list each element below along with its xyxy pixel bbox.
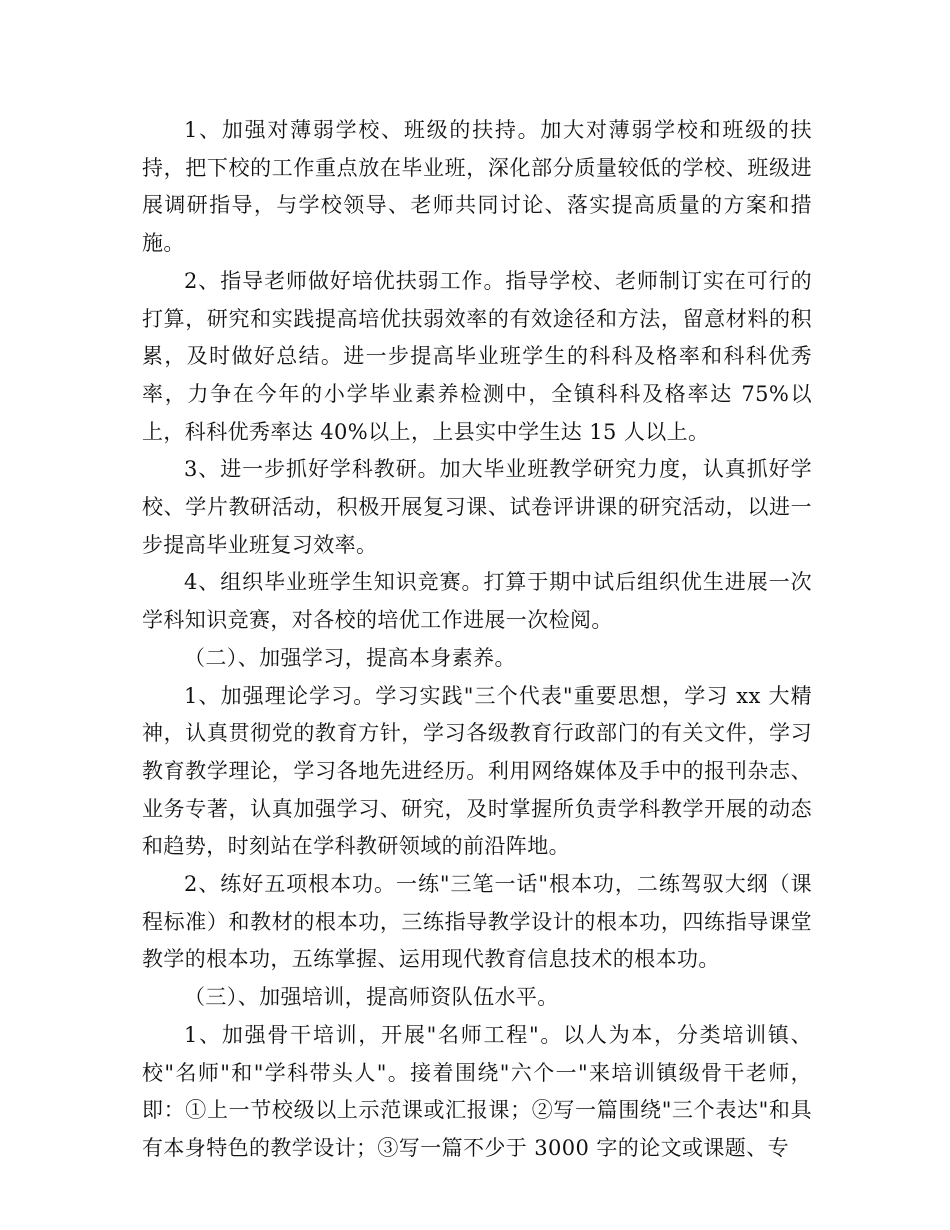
section-heading-2: （二）、加强学习，提高本身素养。: [184, 645, 516, 670]
paragraph-5: 1、加强理论学习。学习实践"三个代表"重要思想，学习 xx 大精神，认真贯彻党的教育方针，学习各级教育行政部门的有关文件，学习教育教学理论，学习各地先进经历。利用网络媒体及手中的报刊杂志、业务专著，认真加强学习、研究，及时掌握所负责学科教学开展的动态和趋势，时刻站在学科教研领域的前沿阵地。: [142, 683, 812, 859]
paragraph-6: 2、练好五项根本功。一练"三笔一话"根本功，二练驾驭大纲（课程标准）和教材的根本功，三练指导教学设计的根本功，四练指导课堂教学的根本功，五练掌握、运用现代教育信息技术的根本功。: [142, 872, 812, 972]
paragraph-4: 4、组织毕业班学生知识竞赛。打算于期中试后组织优生进展一次学科知识竞赛，对各校的培优工作进展一次检阅。: [142, 570, 812, 633]
paragraph-3: 3、进一步抓好学科教研。加大毕业班教学研究力度，认真抓好学校、学片教研活动，积极开展复习课、试卷评讲课的研究活动，以进一步提高毕业班复习效率。: [142, 457, 812, 557]
document-body: [142, 112, 812, 1168]
section-heading-3: （三）、加强培训，提高师资队伍水平。: [184, 985, 559, 1010]
paragraph-1: 1、加强对薄弱学校、班级的扶持。加大对薄弱学校和班级的扶持，把下校的工作重点放在毕业班，深化部分质量较低的学校、班级进展调研指导，与学校领导、老师共同讨论、落实提高质量的方案和措施。: [142, 118, 812, 256]
paragraph-2: 2、指导老师做好培优扶弱工作。指导学校、老师制订实在可行的打算，研究和实践提高培优扶弱效率的有效途径和方法，留意材料的积累，及时做好总结。进一步提高毕业班学生的科科及格率和科科优秀率，力争在今年的小学毕业素养检测中，全镇科科及格率达 75%以上，科科优秀率达 40%以上，上县实中学生达 15 人以上。: [142, 268, 812, 444]
paragraph-7: 1、加强骨干培训，开展"名师工程"。以人为本，分类培训镇、校"名师"和"学科带头人"。接着围绕"六个一"来培训镇级骨干老师，即：①上一节校级以上示范课或汇报课；②写一篇围绕"三个表达"和具有本身特色的教学设计；③写一篇不少于 3000 字的论文或课题、专: [142, 1022, 812, 1160]
